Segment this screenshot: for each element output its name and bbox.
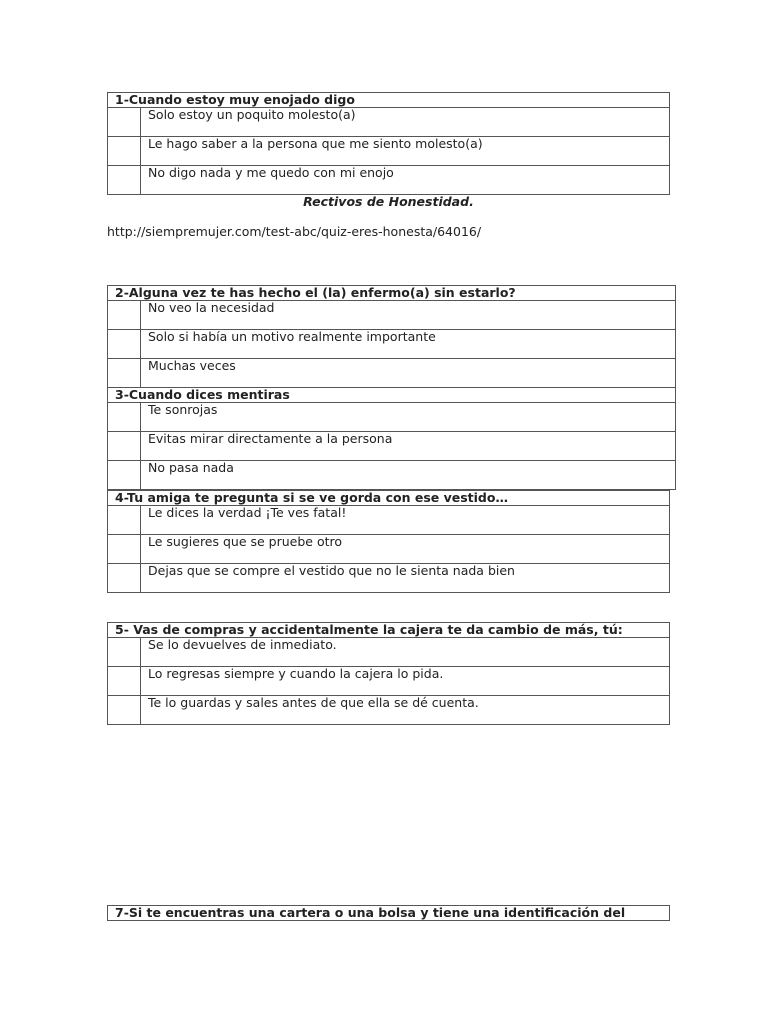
answer-option: Dejas que se compre el vestido que no le sienta nada bien: [141, 563, 670, 592]
answer-option: Muchas veces: [141, 358, 676, 387]
question-table: [107, 905, 670, 921]
answer-checkbox-cell[interactable]: [108, 136, 141, 165]
answer-checkbox-cell[interactable]: [108, 534, 141, 563]
answer-option: Le hago saber a la persona que me siento molesto(a): [141, 136, 670, 165]
question-title: 4-Tu amiga te pregunta si se ve gorda con ese vestido…: [108, 491, 670, 506]
answer-option: Le sugieres que se pruebe otro: [141, 534, 670, 563]
answer-option: Te lo guardas y sales antes de que ella se dé cuenta.: [141, 695, 670, 724]
question-title: 5- Vas de compras y accidentalmente la cajera te da cambio de más, tú:: [108, 623, 670, 638]
answer-option: No digo nada y me quedo con mi enojo: [141, 165, 670, 194]
answer-checkbox-cell[interactable]: [108, 329, 141, 358]
answer-checkbox-cell[interactable]: [108, 107, 141, 136]
answer-option: Lo regresas siempre y cuando la cajera lo pida.: [141, 666, 670, 695]
question-table: [107, 92, 670, 195]
answer-checkbox-cell[interactable]: [108, 300, 141, 329]
answer-option: No veo la necesidad: [141, 300, 676, 329]
document-caption: Rectivos de Honestidad.: [303, 194, 474, 209]
answer-checkbox-cell[interactable]: [108, 637, 141, 666]
answer-option: Le dices la verdad ¡Te ves fatal!: [141, 505, 670, 534]
question-title: 2-Alguna vez te has hecho el (la) enfermo(a) sin estarlo?: [108, 286, 676, 301]
answer-option: Solo si había un motivo realmente importante: [141, 329, 676, 358]
answer-checkbox-cell[interactable]: [108, 695, 141, 724]
question-title: 3-Cuando dices mentiras: [108, 388, 676, 403]
answer-checkbox-cell[interactable]: [108, 358, 141, 387]
question-title: 1-Cuando estoy muy enojado digo: [108, 93, 670, 108]
answer-option: Evitas mirar directamente a la persona: [141, 431, 676, 460]
answer-option: Te sonrojas: [141, 402, 676, 431]
answer-option: Se lo devuelves de inmediato.: [141, 637, 670, 666]
answer-option: No pasa nada: [141, 460, 676, 489]
question-table: [107, 285, 676, 388]
question-title: 7-Si te encuentras una cartera o una bolsa y tiene una identificación del: [108, 906, 670, 921]
answer-checkbox-cell[interactable]: [108, 563, 141, 592]
answer-checkbox-cell[interactable]: [108, 505, 141, 534]
answer-checkbox-cell[interactable]: [108, 402, 141, 431]
question-table: [107, 387, 676, 490]
question-table: [107, 622, 670, 725]
question-table: [107, 490, 670, 593]
answer-checkbox-cell[interactable]: [108, 431, 141, 460]
answer-checkbox-cell[interactable]: [108, 460, 141, 489]
answer-checkbox-cell[interactable]: [108, 165, 141, 194]
source-url[interactable]: http://siempremujer.com/test-abc/quiz-eres-honesta/64016/: [107, 224, 482, 239]
answer-checkbox-cell[interactable]: [108, 666, 141, 695]
answer-option: Solo estoy un poquito molesto(a): [141, 107, 670, 136]
